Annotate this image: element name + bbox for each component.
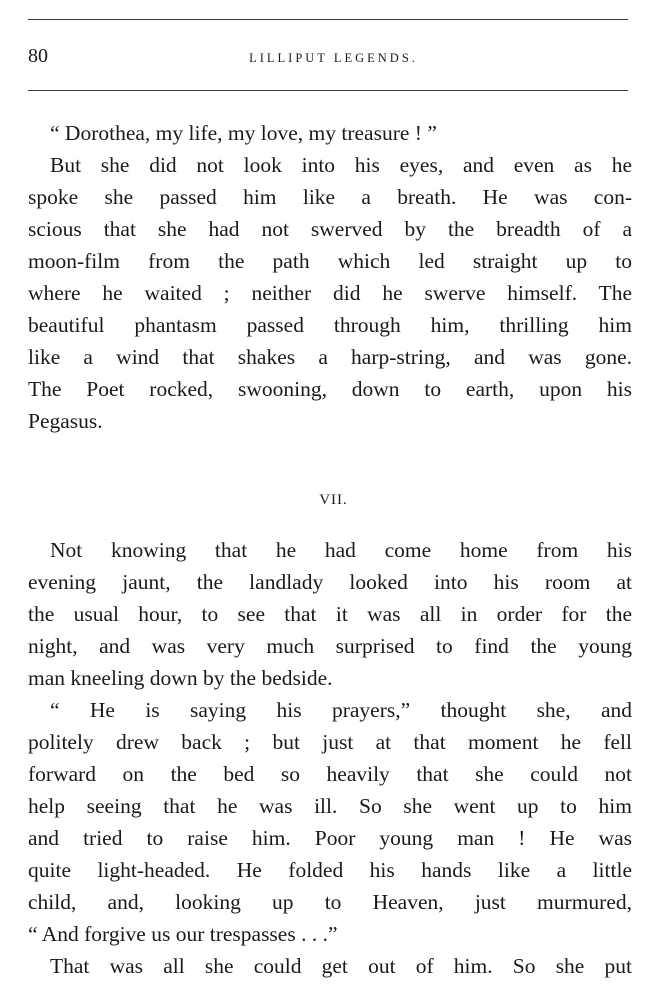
text-line: evening jaunt, the landlady looked into his room at [28,570,632,594]
text-line: child, and, looking up to Heaven, just murmured, [28,890,632,914]
text-block-landlady [28,534,632,982]
text-line: That was all she could get out of him. So she put [50,954,632,978]
header-rule [28,90,628,91]
text-line: night, and was very much surprised to find the young [28,634,632,658]
text-line: “ And forgive us our trespasses . . .” [28,922,338,946]
text-line: spoke she passed him like a breath. He was con- [28,185,632,209]
top-rule [28,19,628,20]
page-number: 80 [28,45,48,67]
text-line: politely drew back ; but just at that moment he fell [28,730,632,754]
section-heading: VII. [319,492,348,508]
text-line: “ He is saying his prayers,” thought she, and [50,698,632,722]
text-line: man kneeling down by the bedside. [28,666,333,690]
text-line: and tried to raise him. Poor young man ! He was [28,826,632,850]
text-line: quite light-headed. He folded his hands like a little [28,858,632,882]
text-line: where he waited ; neither did he swerve himself. The [28,281,632,305]
text-line: Pegasus. [28,409,103,433]
running-head: LILLIPUT LEGENDS. [249,51,418,65]
text-line: the usual hour, to see that it was all in order for the [28,602,632,626]
text-line: scious that she had not swerved by the breadth of a [28,217,632,241]
text-line: help seeing that he was ill. So she went up to him [28,794,632,818]
text-block-dorothea [28,117,632,437]
text-line: moon-film from the path which led straight up to [28,249,632,273]
text-line: like a wind that shakes a harp-string, and was gone. [28,345,632,369]
text-line: forward on the bed so heavily that she could not [28,762,632,786]
text-line: Not knowing that he had come home from his [50,538,632,562]
text-line: beautiful phantasm passed through him, thrilling him [28,313,632,337]
text-line: “ Dorothea, my life, my love, my treasure ! ” [50,121,437,145]
text-line: The Poet rocked, swooning, down to earth, upon his [28,377,632,401]
text-line: But she did not look into his eyes, and even as he [50,153,632,177]
